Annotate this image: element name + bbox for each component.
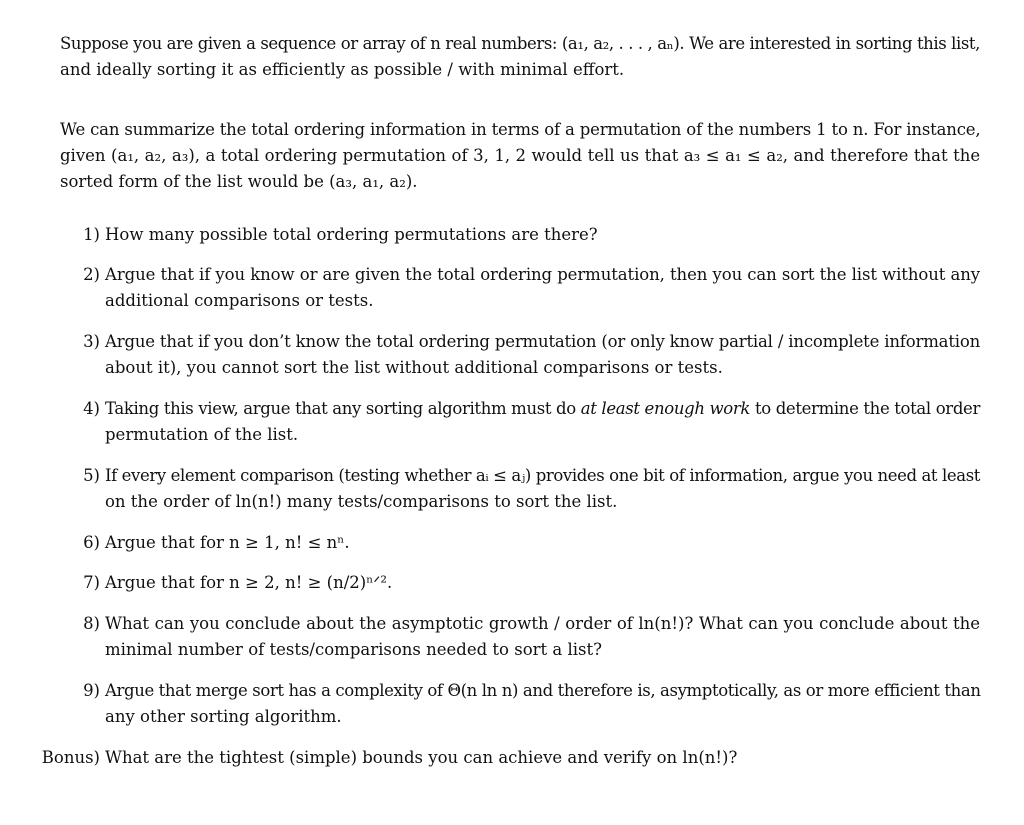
question-text-line: any other sorting algorithm. xyxy=(105,707,342,726)
question-number: 1) xyxy=(83,225,100,244)
question-number: 5) xyxy=(83,466,100,485)
question-text-line: Argue that if you know or are given the total ordering permutation, then you can sort the list without any xyxy=(105,265,980,284)
question-number: 6) xyxy=(83,533,100,552)
intro-p1-line-1: Suppose you are given a sequence or array of n real numbers: (a₁, a₂, . . . , aₙ). We are interested in sorting this list, xyxy=(60,34,980,53)
question-text-line: Argue that if you don’t know the total ordering permutation (or only know partial / incomplete information xyxy=(105,332,981,351)
intro-p2-line-2: given (a₁, a₂, a₃), a total ordering permutation of 3, 1, 2 would tell us that a₃ ≤ a₁ ≤ a₂, and therefore that the xyxy=(60,146,981,165)
bonus-text: What are the tightest (simple) bounds you can achieve and verify on ln(n!)? xyxy=(105,748,738,767)
question-text-line: What can you conclude about the asymptotic growth / order of ln(n!)? What can you conclude about the xyxy=(105,614,981,633)
question-text-line: If every element comparison (testing whether aᵢ ≤ aⱼ) provides one bit of information, argue you need at least xyxy=(105,466,980,485)
question-text-line: minimal number of tests/comparisons needed to sort a list? xyxy=(105,640,602,659)
intro-paragraph-1 xyxy=(60,31,980,83)
question-text-line xyxy=(105,396,980,422)
question-number: 7) xyxy=(83,573,100,592)
question-text-line: Argue that merge sort has a complexity of Θ(n ln n) and therefore is, asymptotically, as or more efficient than xyxy=(105,681,981,700)
question-text-line: How many possible total ordering permutations are there? xyxy=(105,225,598,244)
intro-p2-line-3: sorted form of the list would be (a₃, a₁, a₂). xyxy=(60,172,418,191)
emphasis-text: at least enough work xyxy=(580,399,751,418)
question-text-pre: Taking this view, argue that any sorting algorithm must do xyxy=(105,399,581,418)
question-number: 4) xyxy=(83,399,100,418)
question-text-line: additional comparisons or tests. xyxy=(105,291,374,310)
question-text-post: to determine the total order xyxy=(750,399,980,418)
bonus-label: Bonus) xyxy=(41,748,100,767)
intro-paragraph-2 xyxy=(60,117,980,195)
question-text-line: on the order of ln(n!) many tests/comparisons to sort the list. xyxy=(105,492,618,511)
question-number: 9) xyxy=(83,681,100,700)
question-number: 3) xyxy=(83,332,100,351)
question-text-line: Argue that for n ≥ 2, n! ≥ (n/2)ⁿᐟ². xyxy=(105,573,393,592)
question-number: 2) xyxy=(83,265,100,284)
intro-p2-line-1: We can summarize the total ordering information in terms of a permutation of the numbers 1 to n. For instance, xyxy=(60,120,981,139)
intro-p1-line-2: and ideally sorting it as efficiently as possible / with minimal effort. xyxy=(60,60,625,79)
question-text-line: permutation of the list. xyxy=(105,425,299,444)
question-text-line: Argue that for n ≥ 1, n! ≤ nⁿ. xyxy=(105,533,350,552)
question-number: 8) xyxy=(83,614,100,633)
question-text-line: about it), you cannot sort the list without additional comparisons or tests. xyxy=(105,358,723,377)
